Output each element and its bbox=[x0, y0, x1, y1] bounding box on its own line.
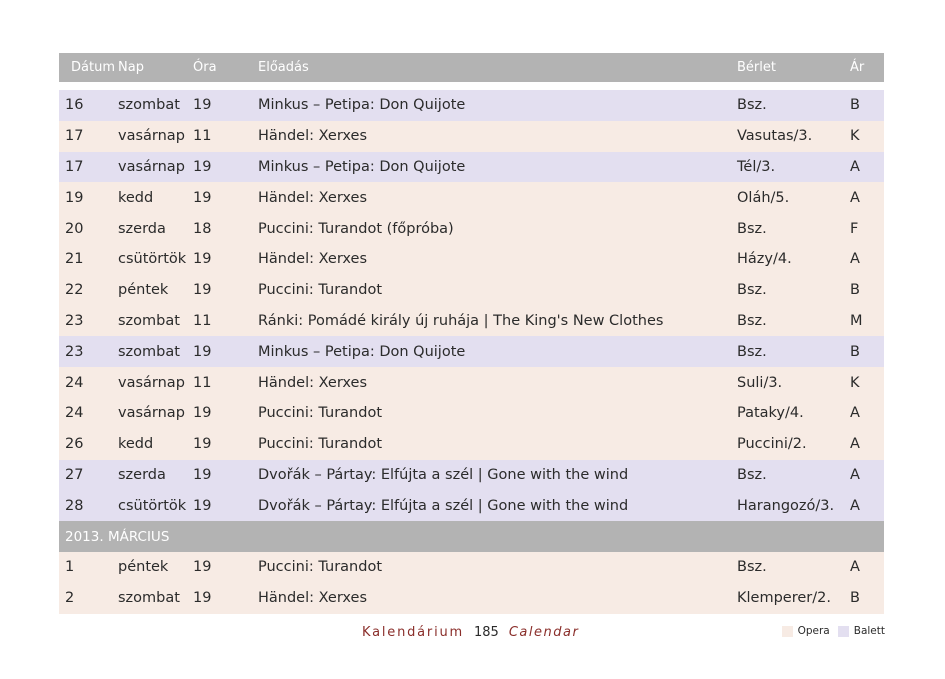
cell-berlet: Puccini/2. bbox=[737, 436, 807, 453]
cell-ora: 19 bbox=[193, 158, 212, 175]
table-row bbox=[59, 460, 884, 491]
cell-ar: M bbox=[850, 312, 863, 329]
footer-title bbox=[362, 625, 579, 640]
cell-ar: A bbox=[850, 251, 860, 268]
cell-nap: szombat bbox=[118, 312, 180, 329]
cell-berlet: Bsz. bbox=[737, 97, 767, 114]
footer-calendar: Calendar bbox=[508, 625, 580, 640]
table-row bbox=[59, 306, 884, 337]
cell-berlet: Bsz. bbox=[737, 466, 767, 483]
table-row bbox=[59, 583, 884, 614]
cell-nap: csütörtök bbox=[118, 251, 187, 268]
cell-datum: 1 bbox=[65, 559, 75, 576]
cell-berlet: Házy/4. bbox=[737, 251, 792, 268]
cell-ar: A bbox=[850, 158, 860, 175]
legend-balett bbox=[838, 625, 885, 637]
header-eloadas: Előadás bbox=[258, 60, 309, 75]
cell-datum: 23 bbox=[65, 343, 84, 360]
cell-berlet: Bsz. bbox=[737, 559, 767, 576]
legend bbox=[782, 625, 885, 637]
cell-nap: vasárnap bbox=[118, 374, 185, 391]
cell-ora: 19 bbox=[193, 466, 212, 483]
cell-nap: vasárnap bbox=[118, 128, 185, 145]
cell-ora: 19 bbox=[193, 590, 212, 607]
header-ar: Ár bbox=[850, 60, 865, 75]
cell-datum: 19 bbox=[65, 189, 84, 206]
cell-ora: 19 bbox=[193, 405, 212, 422]
cell-nap: kedd bbox=[118, 189, 154, 206]
page-number: 185 bbox=[474, 625, 499, 640]
cell-ora: 19 bbox=[193, 282, 212, 299]
page-footer bbox=[0, 625, 945, 645]
cell-datum: 17 bbox=[65, 158, 84, 175]
cell-datum: 17 bbox=[65, 128, 84, 145]
cell-datum: 2 bbox=[65, 590, 75, 607]
table-row bbox=[59, 121, 884, 152]
header-berlet: Bérlet bbox=[737, 60, 776, 75]
table-row bbox=[59, 429, 884, 460]
table-row bbox=[59, 552, 884, 583]
cell-ar: A bbox=[850, 466, 860, 483]
cell-eloadas: Händel: Xerxes bbox=[258, 128, 368, 145]
cell-datum: 28 bbox=[65, 497, 84, 514]
table-row bbox=[59, 90, 884, 121]
cell-ar: A bbox=[850, 559, 860, 576]
cell-eloadas: Händel: Xerxes bbox=[258, 251, 368, 268]
cell-datum: 20 bbox=[65, 220, 84, 237]
header-gap bbox=[59, 82, 884, 90]
cell-berlet: Harangozó/3. bbox=[737, 497, 835, 514]
cell-nap: szerda bbox=[118, 220, 166, 237]
cell-datum: 21 bbox=[65, 251, 84, 268]
legend-opera bbox=[782, 625, 830, 637]
cell-nap: vasárnap bbox=[118, 158, 185, 175]
cell-nap: csütörtök bbox=[118, 497, 187, 514]
cell-eloadas: Dvořák – Pártay: Elfújta a szél | Gone with the wind bbox=[258, 497, 629, 514]
cell-ora: 11 bbox=[193, 312, 212, 329]
month-label: 2013. MÁRCIUS bbox=[65, 528, 170, 545]
cell-eloadas: Puccini: Turandot bbox=[258, 436, 383, 453]
legend-balett-label: Balett bbox=[853, 625, 885, 637]
table-row bbox=[59, 336, 884, 367]
schedule-table bbox=[59, 53, 884, 614]
legend-opera-label: Opera bbox=[797, 625, 830, 637]
cell-nap: szombat bbox=[118, 343, 180, 360]
table-row bbox=[59, 490, 884, 521]
cell-berlet: Bsz. bbox=[737, 282, 767, 299]
cell-eloadas: Puccini: Turandot bbox=[258, 405, 383, 422]
cell-datum: 27 bbox=[65, 466, 84, 483]
cell-datum: 26 bbox=[65, 436, 84, 453]
cell-berlet: Vasutas/3. bbox=[737, 128, 813, 145]
cell-berlet: Suli/3. bbox=[737, 374, 783, 391]
cell-ar: B bbox=[850, 343, 860, 360]
march-rows bbox=[59, 552, 884, 614]
table-header bbox=[59, 53, 884, 82]
table-row bbox=[59, 213, 884, 244]
cell-nap: péntek bbox=[118, 559, 169, 576]
cell-ora: 18 bbox=[193, 220, 212, 237]
cell-ora: 11 bbox=[193, 374, 212, 391]
cell-eloadas: Puccini: Turandot (főpróba) bbox=[258, 220, 454, 237]
cell-ar: K bbox=[850, 128, 860, 145]
month-header bbox=[59, 521, 884, 552]
cell-nap: szerda bbox=[118, 466, 166, 483]
table-row bbox=[59, 398, 884, 429]
cell-eloadas: Ránki: Pomádé király új ruhája | The King's New Clothes bbox=[258, 312, 664, 329]
header-datum: Dátum bbox=[71, 60, 115, 75]
cell-eloadas: Händel: Xerxes bbox=[258, 590, 368, 607]
opera-swatch bbox=[782, 626, 793, 637]
cell-nap: péntek bbox=[118, 282, 169, 299]
cell-berlet: Bsz. bbox=[737, 312, 767, 329]
table-row bbox=[59, 275, 884, 306]
cell-berlet: Klemperer/2. bbox=[737, 590, 831, 607]
cell-ora: 19 bbox=[193, 189, 212, 206]
cell-eloadas: Minkus – Petipa: Don Quijote bbox=[258, 158, 466, 175]
header-ora: Óra bbox=[193, 60, 217, 75]
cell-ora: 19 bbox=[193, 436, 212, 453]
cell-eloadas: Puccini: Turandot bbox=[258, 282, 383, 299]
cell-berlet: Bsz. bbox=[737, 343, 767, 360]
cell-ora: 19 bbox=[193, 559, 212, 576]
cell-berlet: Tél/3. bbox=[737, 158, 776, 175]
cell-eloadas: Minkus – Petipa: Don Quijote bbox=[258, 343, 466, 360]
cell-berlet: Bsz. bbox=[737, 220, 767, 237]
cell-nap: kedd bbox=[118, 436, 154, 453]
cell-ora: 19 bbox=[193, 497, 212, 514]
february-rows bbox=[59, 90, 884, 521]
cell-nap: szombat bbox=[118, 590, 180, 607]
cell-eloadas: Händel: Xerxes bbox=[258, 189, 368, 206]
cell-nap: szombat bbox=[118, 97, 180, 114]
footer-kalendarium: Kalendárium bbox=[362, 625, 464, 640]
cell-ar: A bbox=[850, 436, 860, 453]
cell-berlet: Pataky/4. bbox=[737, 405, 804, 422]
cell-eloadas: Puccini: Turandot bbox=[258, 559, 383, 576]
cell-ar: A bbox=[850, 497, 860, 514]
cell-ora: 19 bbox=[193, 97, 212, 114]
header-nap: Nap bbox=[118, 60, 144, 75]
cell-datum: 23 bbox=[65, 312, 84, 329]
cell-eloadas: Händel: Xerxes bbox=[258, 374, 368, 391]
cell-ar: K bbox=[850, 374, 860, 391]
cell-ar: B bbox=[850, 97, 860, 114]
table-row bbox=[59, 367, 884, 398]
table-row bbox=[59, 182, 884, 213]
balett-swatch bbox=[838, 626, 849, 637]
cell-eloadas: Dvořák – Pártay: Elfújta a szél | Gone with the wind bbox=[258, 466, 629, 483]
cell-ar: B bbox=[850, 282, 860, 299]
cell-nap: vasárnap bbox=[118, 405, 185, 422]
cell-datum: 24 bbox=[65, 374, 84, 391]
cell-ar: A bbox=[850, 405, 860, 422]
table-row bbox=[59, 152, 884, 183]
cell-datum: 16 bbox=[65, 97, 84, 114]
cell-ar: B bbox=[850, 590, 860, 607]
cell-eloadas: Minkus – Petipa: Don Quijote bbox=[258, 97, 466, 114]
cell-ar: F bbox=[850, 220, 859, 237]
table-row bbox=[59, 244, 884, 275]
cell-berlet: Oláh/5. bbox=[737, 189, 790, 206]
cell-ar: A bbox=[850, 189, 860, 206]
cell-datum: 24 bbox=[65, 405, 84, 422]
cell-ora: 11 bbox=[193, 128, 212, 145]
cell-ora: 19 bbox=[193, 251, 212, 268]
cell-datum: 22 bbox=[65, 282, 84, 299]
cell-ora: 19 bbox=[193, 343, 212, 360]
